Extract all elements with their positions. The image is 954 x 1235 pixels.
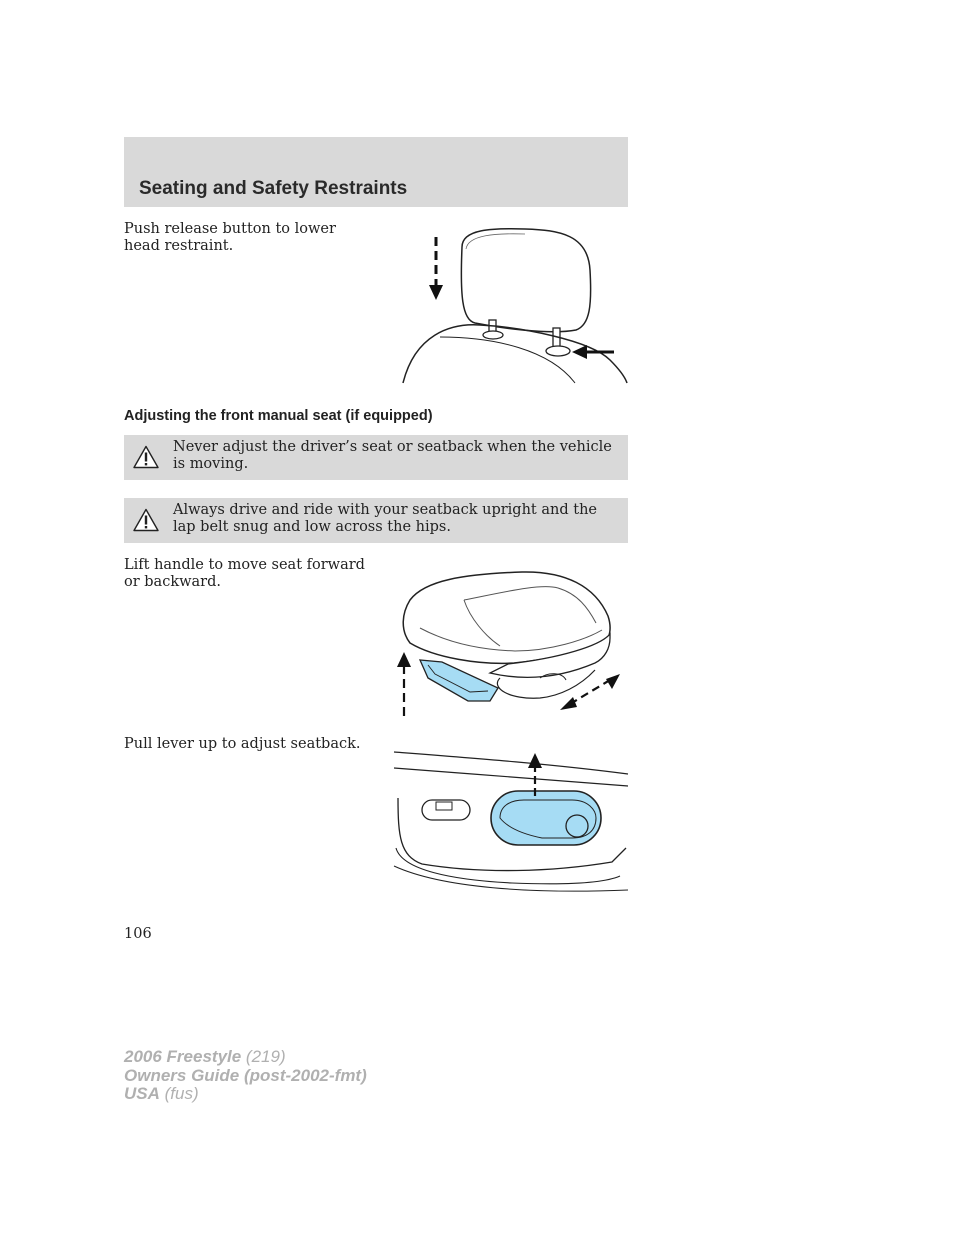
warning-box-driver xyxy=(124,435,628,480)
seatback-lever-illustration xyxy=(392,748,630,894)
head-restraint-illustration xyxy=(400,225,630,387)
footer-line-2: Owners Guide (post-2002-fmt) xyxy=(124,1065,367,1085)
down-arrow-icon xyxy=(429,237,443,300)
seatback-instruction: Pull lever up to adjust seatback. xyxy=(124,736,361,752)
up-arrow-icon xyxy=(397,652,411,716)
section-title: Seating and Safety Restraints xyxy=(139,178,408,199)
footer-line-3: USA (fus) xyxy=(124,1084,199,1103)
document-footer xyxy=(124,1048,367,1104)
seat-adjustment-illustration xyxy=(390,568,630,720)
forward-backward-arrow-icon xyxy=(560,674,620,710)
warning-text-seatback: Always drive and ride with your seatback upright and the lap belt snug and low across the hips. xyxy=(173,502,597,535)
head-restraint-instruction: Push release button to lower head restraint. xyxy=(124,221,336,254)
footer-line-1: 2006 Freestyle (219) xyxy=(124,1047,286,1066)
lift-handle-instruction: Lift handle to move seat forward or backward. xyxy=(124,557,365,590)
left-arrow-icon xyxy=(572,345,614,359)
page-number: 106 xyxy=(124,926,152,942)
warning-text-driver: Never adjust the driver’s seat or seatback when the vehicle is moving. xyxy=(173,439,612,472)
front-seat-heading: Adjusting the front manual seat (if equipped) xyxy=(124,408,433,424)
up-arrow-icon xyxy=(528,753,542,796)
warning-triangle-icon xyxy=(133,508,159,532)
warning-triangle-icon xyxy=(133,445,159,469)
seatback-lever xyxy=(491,791,601,845)
warning-box-seatback xyxy=(124,498,628,543)
